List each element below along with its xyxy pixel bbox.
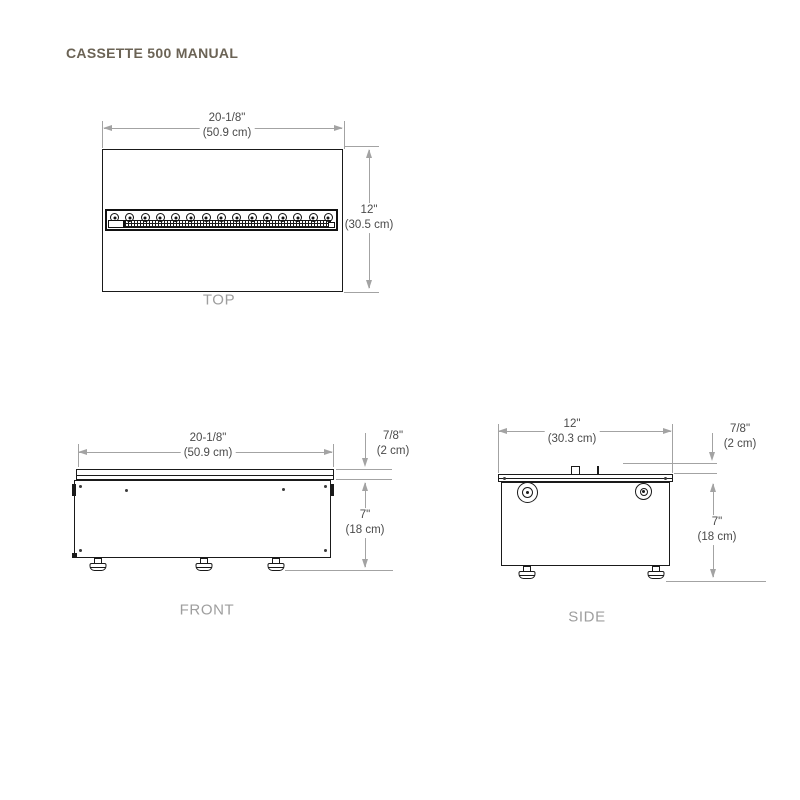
control-knob-icon xyxy=(635,483,652,500)
dimension-metric: (50.9 cm) xyxy=(183,447,233,459)
leveling-feet xyxy=(74,558,331,574)
screw-icon xyxy=(324,549,327,552)
dimension-metric: (2 cm) xyxy=(376,445,410,457)
extension-line xyxy=(336,469,392,470)
extension-line xyxy=(344,121,345,149)
extension-line xyxy=(285,570,393,571)
leveling-foot-icon xyxy=(646,566,666,580)
leveling-feet xyxy=(501,566,670,582)
arrowhead-left-icon xyxy=(103,125,112,131)
extension-line xyxy=(666,581,766,582)
screw-icon xyxy=(79,485,82,488)
dimension-metric: (18 cm) xyxy=(345,524,385,536)
dimension-inches: 20-1/8" xyxy=(208,112,246,125)
top-width-dimension xyxy=(200,111,255,141)
extension-line xyxy=(344,292,379,293)
front-height-dimension xyxy=(343,508,388,538)
extension-line xyxy=(336,479,392,480)
burner-strip xyxy=(105,209,338,231)
leveling-foot-icon xyxy=(88,558,108,572)
leveling-foot-icon xyxy=(194,558,214,572)
screw-icon xyxy=(79,549,82,552)
knob-marker xyxy=(526,491,529,494)
dimension-inches: 20-1/8" xyxy=(189,432,227,445)
arrowhead-down-icon xyxy=(366,280,372,289)
burner-end-plate xyxy=(328,222,335,228)
front-lip-dimension xyxy=(374,429,413,459)
dimension-metric: (2 cm) xyxy=(723,438,757,450)
top-fitting xyxy=(597,466,599,474)
arrowhead-up-icon xyxy=(366,149,372,158)
arrowhead-up-icon xyxy=(362,482,368,491)
side-height-dimension xyxy=(695,515,740,545)
control-knob-icon xyxy=(517,482,538,503)
extension-line xyxy=(78,444,79,467)
side-width-dimension xyxy=(545,417,600,447)
extension-line xyxy=(674,473,717,474)
leveling-foot-icon xyxy=(517,566,537,580)
knob-marker xyxy=(642,490,645,493)
dimension-inches: 12" xyxy=(360,204,378,217)
side-bracket xyxy=(72,484,76,496)
front-view-label: FRONT xyxy=(179,601,235,619)
dimension-inches: 7" xyxy=(359,509,371,522)
front-top-lip xyxy=(76,469,334,480)
front-width-dimension xyxy=(181,431,236,461)
arrowhead-down-icon xyxy=(362,559,368,568)
screw-icon xyxy=(282,488,285,491)
extension-line xyxy=(672,424,673,473)
dimension-metric: (30.3 cm) xyxy=(547,433,597,445)
cassette-front-outline xyxy=(74,480,331,558)
dimension-inches: 7" xyxy=(711,516,723,529)
side-bracket xyxy=(330,484,334,496)
top-height-dimension xyxy=(342,203,397,233)
side-view-label: SIDE xyxy=(568,608,606,626)
screw-icon xyxy=(125,489,128,492)
dimension-inches: 12" xyxy=(563,418,581,431)
extension-line xyxy=(623,463,717,464)
side-top-lip xyxy=(498,474,673,482)
arrowhead-down-icon xyxy=(362,458,368,467)
arrowhead-left-icon xyxy=(498,428,507,434)
top-view-label: TOP xyxy=(202,291,236,309)
dimension-metric: (18 cm) xyxy=(697,531,737,543)
screw-icon xyxy=(324,485,327,488)
arrowhead-right-icon xyxy=(334,125,343,131)
arrowhead-down-icon xyxy=(710,569,716,578)
arrowhead-right-icon xyxy=(324,449,333,455)
arrowhead-left-icon xyxy=(78,449,87,455)
dimension-metric: (50.9 cm) xyxy=(202,127,252,139)
leveling-foot-icon xyxy=(266,558,286,572)
extension-line xyxy=(344,146,379,147)
arrowhead-right-icon xyxy=(663,428,672,434)
knob-ring xyxy=(640,488,648,496)
screw-icon xyxy=(503,477,506,480)
dimension-metric: (30.5 cm) xyxy=(344,219,394,231)
screw-icon xyxy=(664,477,667,480)
arrowhead-up-icon xyxy=(710,483,716,492)
arrowhead-down-icon xyxy=(709,452,715,461)
extension-line xyxy=(333,444,334,467)
side-lip-dimension xyxy=(721,422,760,452)
gas-connection-bracket xyxy=(571,466,580,474)
burner-media-mesh xyxy=(124,220,331,228)
dimension-inches: 7/8" xyxy=(382,430,404,443)
page-title: CASSETTE 500 MANUAL xyxy=(66,45,239,61)
dimension-inches: 7/8" xyxy=(729,423,751,436)
knob-ring xyxy=(522,487,533,498)
burner-end-plate xyxy=(108,220,124,228)
